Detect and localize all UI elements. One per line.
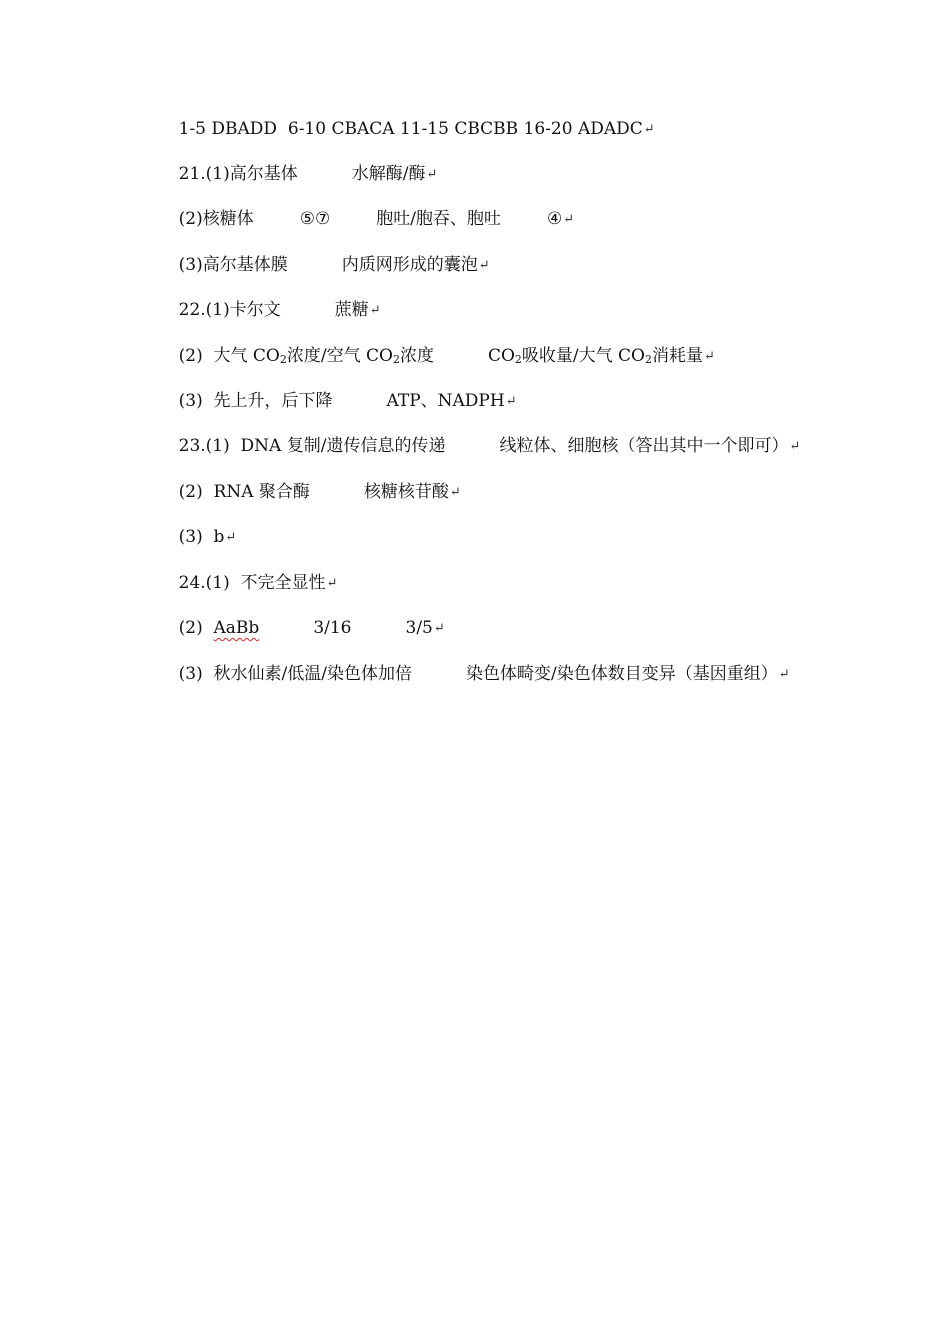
genotype-spellcheck-text: AaBb xyxy=(213,618,260,638)
paragraph-mark-icon: ↵ xyxy=(225,530,237,545)
answer-line-23-1 xyxy=(157,401,801,456)
answer-text: 染色体畸变/染色体数目变异（基因重组） xyxy=(465,664,778,684)
answer-text: ⑤⑦ xyxy=(299,209,331,229)
answer-text: 3/16 xyxy=(313,618,352,638)
paragraph-mark-icon: ↵ xyxy=(789,439,801,454)
answer-line-21-2 xyxy=(157,174,575,229)
answer-line-22-2 xyxy=(157,311,715,366)
paragraph-mark-icon: ↵ xyxy=(505,394,517,409)
paragraph-mark-icon: ↵ xyxy=(778,667,790,682)
answer-line-21-3 xyxy=(157,220,490,275)
answer-text: 消耗量 xyxy=(651,346,703,366)
answer-line-22-3 xyxy=(157,356,517,411)
answer-line-choice xyxy=(157,84,655,139)
answer-text: 内质网形成的囊泡 xyxy=(341,255,478,275)
answer-text: 23.(1) DNA 复制/遗传信息的传递 xyxy=(178,436,446,456)
answer-text: 浓度 xyxy=(399,346,434,366)
paragraph-mark-icon: ↵ xyxy=(478,258,490,273)
subscript: 2 xyxy=(392,353,400,366)
paragraph-mark-icon: ↵ xyxy=(449,485,461,500)
answer-text: 21.(1)高尔基体 xyxy=(178,164,298,184)
answer-text: (3) 先上升，后下降 xyxy=(178,391,333,411)
answer-text: 24.(1) 不完全显性 xyxy=(178,573,326,593)
answer-text: CO xyxy=(487,346,515,366)
answer-text: 3/5 xyxy=(405,618,433,638)
subscript: 2 xyxy=(279,353,287,366)
answer-text: ATP、NADPH xyxy=(386,391,505,411)
answer-text: (2)核糖体 xyxy=(178,209,254,229)
answer-text: 蔗糖 xyxy=(334,300,369,320)
subscript: 2 xyxy=(514,353,522,366)
answer-text: 浓度/空气 CO xyxy=(286,346,393,366)
answer-text: 水解酶/酶 xyxy=(351,164,426,184)
answer-line-24-1 xyxy=(157,538,338,593)
answer-text: ④ xyxy=(546,209,563,229)
paragraph-mark-icon: ↵ xyxy=(563,212,575,227)
answer-text: (2) xyxy=(178,618,214,638)
answer-text: (3) 秋水仙素/低温/染色体加倍 xyxy=(178,664,412,684)
answer-line-23-3 xyxy=(157,492,237,547)
answer-line-22-1 xyxy=(157,265,381,320)
paragraph-mark-icon: ↵ xyxy=(703,349,715,364)
paragraph-mark-icon: ↵ xyxy=(643,122,655,137)
answer-line-23-2 xyxy=(157,447,461,502)
answer-line-24-2 xyxy=(157,583,445,638)
answer-line-21-1 xyxy=(157,129,438,184)
paragraph-mark-icon: ↵ xyxy=(369,303,381,318)
answer-text: (2) 大气 CO xyxy=(178,346,280,366)
answer-text: 吸收量/大气 CO xyxy=(521,346,645,366)
answer-text: (3)高尔基体膜 xyxy=(178,255,288,275)
answer-line-24-3 xyxy=(157,629,790,684)
answer-text: 核糖核苷酸 xyxy=(363,482,449,502)
subscript: 2 xyxy=(644,353,652,366)
answer-text: 线粒体、细胞核（答出其中一个即可） xyxy=(499,436,789,456)
choice-answers: 1-5 DBADD 6-10 CBACA 11-15 CBCBB 16-20 ADADC xyxy=(178,119,643,139)
answer-text: (3) b xyxy=(178,527,225,547)
answer-text: 胞吐/胞吞、胞吐 xyxy=(376,209,501,229)
answer-text: (2) RNA 聚合酶 xyxy=(178,482,310,502)
paragraph-mark-icon: ↵ xyxy=(433,621,445,636)
paragraph-mark-icon: ↵ xyxy=(326,576,338,591)
answer-text: 22.(1)卡尔文 xyxy=(178,300,281,320)
paragraph-mark-icon: ↵ xyxy=(426,167,438,182)
